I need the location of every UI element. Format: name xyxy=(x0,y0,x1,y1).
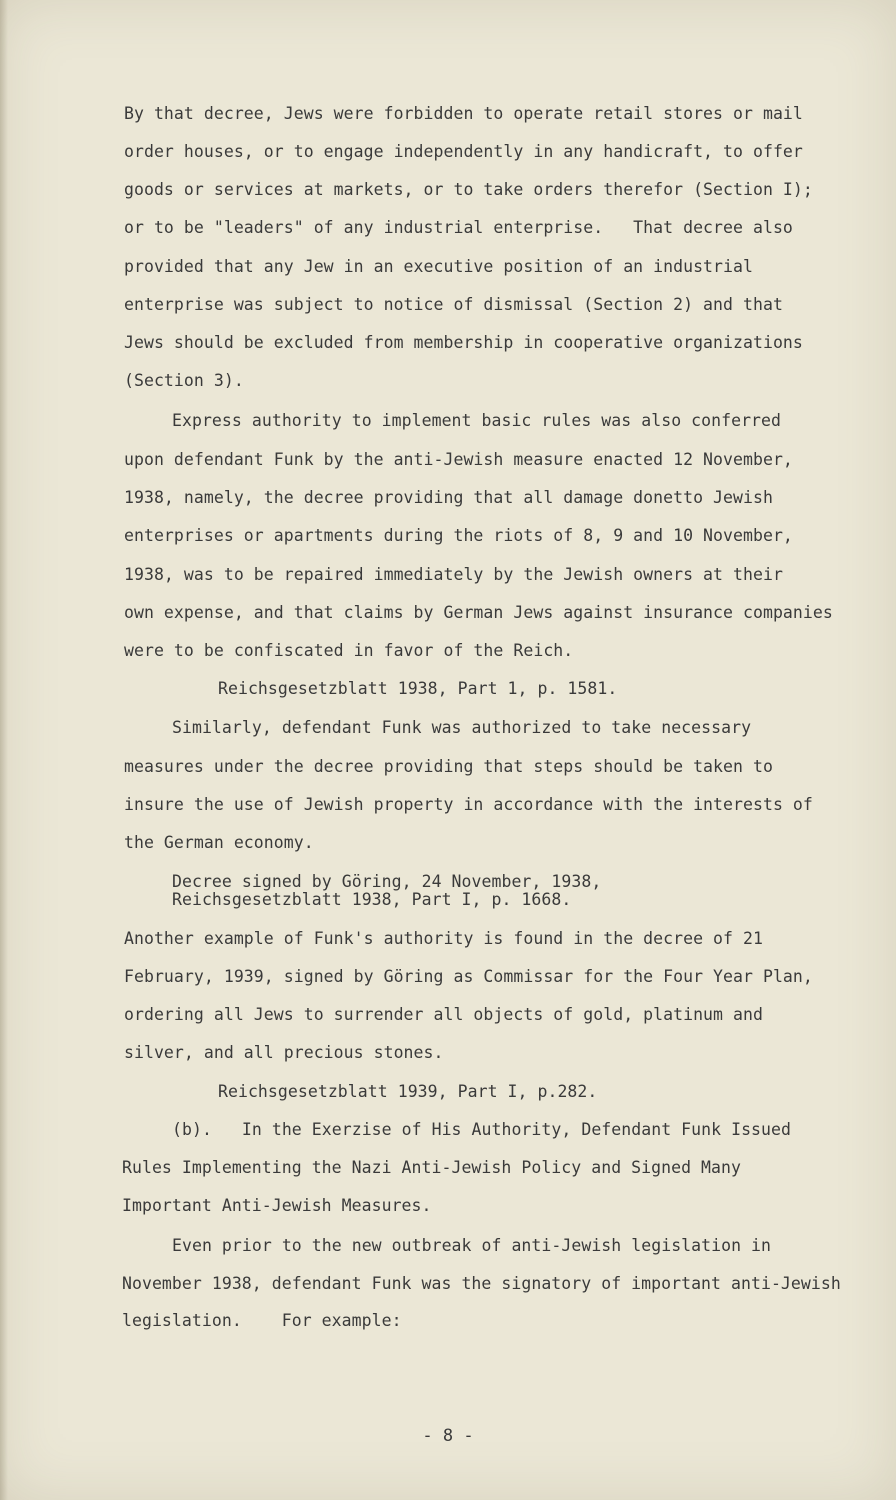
text-line: goods or services at markets, or to take orders therefor (Section I); xyxy=(124,180,813,199)
text-line: Even prior to the new outbreak of anti-Jewish legislation in xyxy=(172,1236,772,1255)
text-line: provided that any Jew in an executive position of an industrial xyxy=(124,257,753,276)
text-line: Jews should be excluded from membership in cooperative organizations xyxy=(124,333,803,352)
text-line: ordering all Jews to surrender all objects of gold, platinum and xyxy=(124,1005,763,1024)
text-line: 1938, namely, the decree providing that all damage donetto Jewish xyxy=(124,488,773,507)
page-number: - 8 - xyxy=(422,1426,474,1446)
text-line: the German economy. xyxy=(124,833,314,852)
text-line: enterprises or apartments during the riots of 8, 9 and 10 November, xyxy=(124,526,793,545)
text-line: measures under the decree providing that steps should be taken to xyxy=(124,757,773,776)
text-line: upon defendant Funk by the anti-Jewish measure enacted 12 November, xyxy=(124,450,793,469)
citation: Reichsgesetzblatt 1938, Part 1, p. 1581. xyxy=(218,679,618,698)
text-line: insure the use of Jewish property in accordance with the interests of xyxy=(124,795,813,814)
citation: Reichsgesetzblatt 1939, Part I, p.282. xyxy=(218,1082,598,1101)
section-heading: Important Anti-Jewish Measures. xyxy=(122,1196,432,1215)
text-line: legislation. For example: xyxy=(122,1311,402,1330)
text-line: February, 1939, signed by Göring as Commissar for the Four Year Plan, xyxy=(124,967,813,986)
text-line: November 1938, defendant Funk was the signatory of important anti-Jewish xyxy=(122,1274,841,1293)
text-line: order houses, or to engage independently in any handicraft, to offer xyxy=(124,142,803,161)
text-line: Another example of Funk's authority is found in the decree of 21 xyxy=(124,929,763,948)
text-line: own expense, and that claims by German Jews against insurance companies xyxy=(124,603,833,622)
text-line: or to be "leaders" of any industrial enterprise. That decree also xyxy=(124,218,793,237)
text-line: silver, and all precious stones. xyxy=(124,1043,444,1062)
section-heading: Rules Implementing the Nazi Anti-Jewish Policy and Signed Many xyxy=(122,1158,741,1177)
citation: Decree signed by Göring, 24 November, 1938, xyxy=(172,872,602,891)
text-line: enterprise was subject to notice of dismissal (Section 2) and that xyxy=(124,295,783,314)
text-line: Express authority to implement basic rules was also conferred xyxy=(172,411,782,430)
text-line: By that decree, Jews were forbidden to operate retail stores or mail xyxy=(124,104,803,123)
section-heading: (b). In the Exerzise of His Authority, Defendant Funk Issued xyxy=(172,1120,791,1139)
text-line: Similarly, defendant Funk was authorized to take necessary xyxy=(172,718,752,737)
citation: Reichsgesetzblatt 1938, Part I, p. 1668. xyxy=(172,890,572,909)
text-line: were to be confiscated in favor of the Reich. xyxy=(124,641,574,660)
text-line: (Section 3). xyxy=(124,371,244,390)
text-line: 1938, was to be repaired immediately by the Jewish owners at their xyxy=(124,565,783,584)
